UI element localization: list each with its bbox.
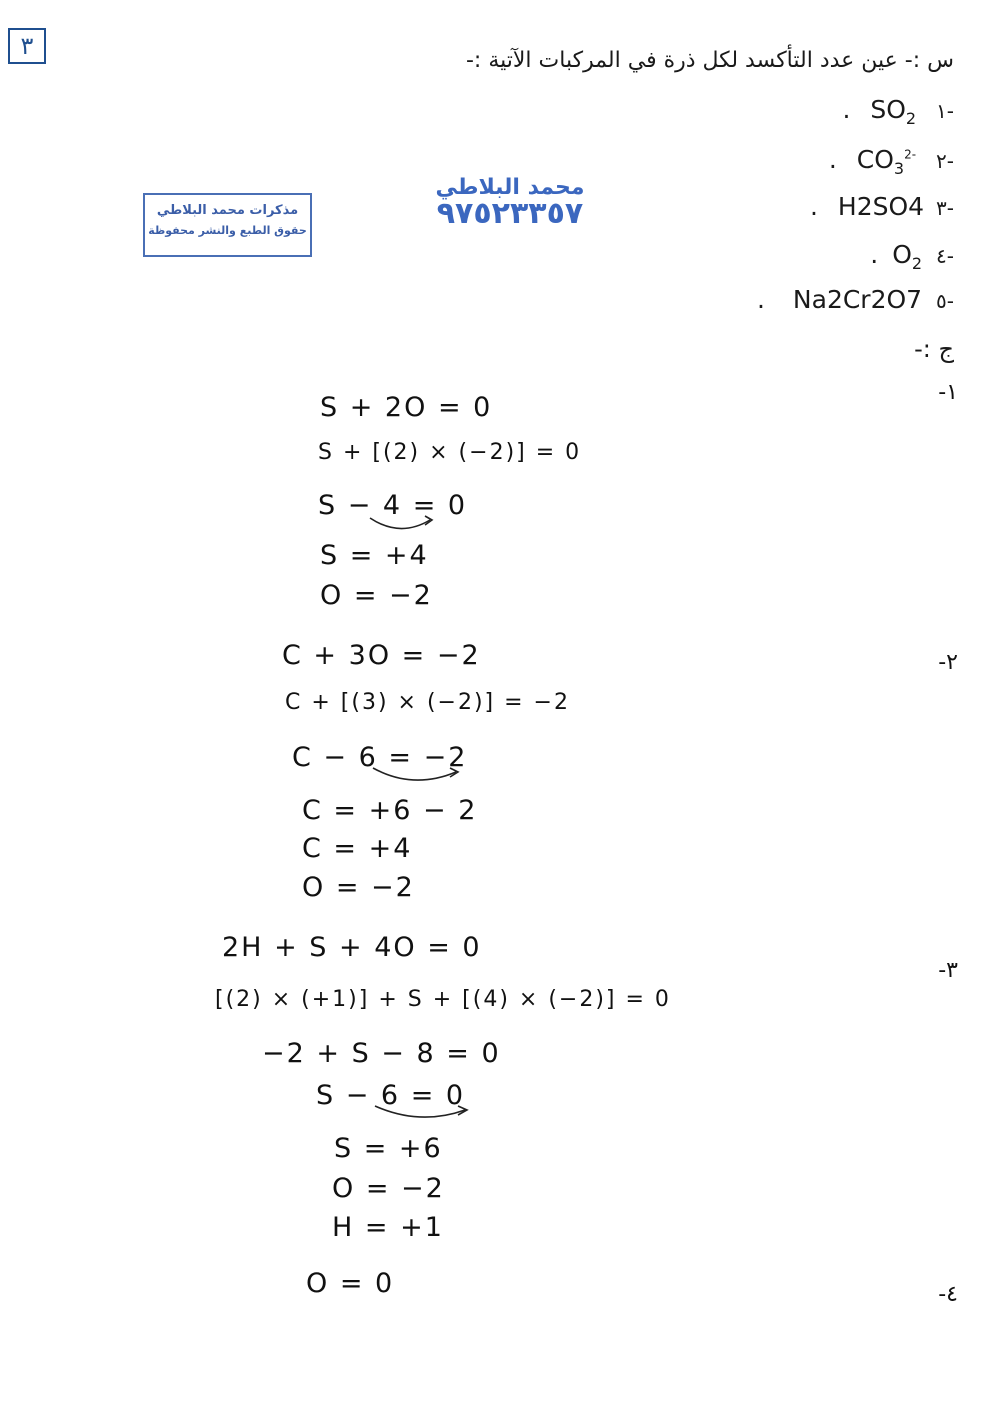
solution-2-line-3: C − 6 = −2 <box>292 742 468 773</box>
arrow-icon <box>368 762 468 787</box>
stamp-line-2: حقوق الطبع والنشر محفوظة <box>148 224 307 237</box>
item-3 <box>810 192 954 221</box>
solution-2-line-2: C + [(3) × (−2)] = −2 <box>285 690 570 715</box>
solution-2-line-6: O = −2 <box>302 872 415 903</box>
item-1-number: ١- <box>936 99 954 123</box>
author-name: محمد البلاطي <box>435 175 585 200</box>
item-1-dot: . <box>842 95 851 124</box>
solution-3-line-4: S − 6 = 0 <box>316 1080 466 1111</box>
item-5-formula: Na2Cr2O7 <box>792 285 923 314</box>
item-4-dot: . <box>870 240 879 269</box>
author-phone: ٩٧٥٢٣٣٥٧ <box>436 196 584 231</box>
item-4-number: ٤- <box>936 244 954 268</box>
copyright-stamp <box>143 193 312 257</box>
arrow-icon <box>370 1100 480 1125</box>
solution-2-line-5: C = +4 <box>302 833 413 864</box>
solution-3-line-2: [(2) × (+1)] + S + [(4) × (−2)] = 0 <box>215 987 671 1012</box>
solution-3-number: ٣- <box>938 958 958 983</box>
item-1 <box>842 95 954 128</box>
arrow-icon <box>365 510 445 535</box>
item-3-dot: . <box>810 192 818 221</box>
solution-4-line-1: O = 0 <box>306 1268 395 1299</box>
item-2 <box>829 145 954 178</box>
item-2-number: ٢- <box>936 149 954 173</box>
solution-1-line-2: S + [(2) × (−2)] = 0 <box>318 440 582 465</box>
stamp-line-1: مذكرات محمد البلاطي <box>156 203 299 218</box>
solution-3-line-6: O = −2 <box>332 1173 445 1204</box>
page-number-box: ٣ <box>8 28 46 64</box>
solution-1-line-5: O = −2 <box>320 580 433 611</box>
solution-2-line-4: C = +6 − 2 <box>302 795 478 826</box>
answer-label: ج :- <box>914 335 954 363</box>
item-2-formula: $CO_3^{2-}$ <box>856 145 917 178</box>
solution-3-line-7: H = +1 <box>332 1212 444 1243</box>
item-5-number: ٥- <box>936 289 954 313</box>
item-2-dot: . <box>828 145 837 174</box>
item-4-formula: $O_2$ <box>892 240 923 273</box>
solution-3-line-5: S = +6 <box>334 1133 443 1164</box>
solution-3-line-3: −2 + S − 8 = 0 <box>262 1038 501 1069</box>
solution-1-number: ١- <box>938 380 958 405</box>
item-3-number: ٣- <box>936 196 954 220</box>
solution-4-number: ٤- <box>938 1282 958 1307</box>
solution-3-line-1: 2H + S + 4O = 0 <box>222 932 482 963</box>
item-5 <box>757 285 954 314</box>
solution-1-line-3: S − 4 = 0 <box>318 490 468 521</box>
solution-1-line-4: S = +4 <box>320 540 429 571</box>
author-stamp <box>420 175 600 231</box>
solution-2-number: ٢- <box>938 650 958 675</box>
item-5-dot: . <box>757 285 765 314</box>
item-3-formula: H2SO4 <box>837 192 925 221</box>
item-4 <box>870 240 954 273</box>
item-1-formula: $SO_2$ <box>870 95 917 128</box>
solution-1-line-1: S + 2O = 0 <box>320 392 493 423</box>
solution-2-line-1: C + 3O = −2 <box>282 640 481 671</box>
question-text: س :- عين عدد التأكسد لكل ذرة في المركبات الآتية :- <box>465 48 954 73</box>
